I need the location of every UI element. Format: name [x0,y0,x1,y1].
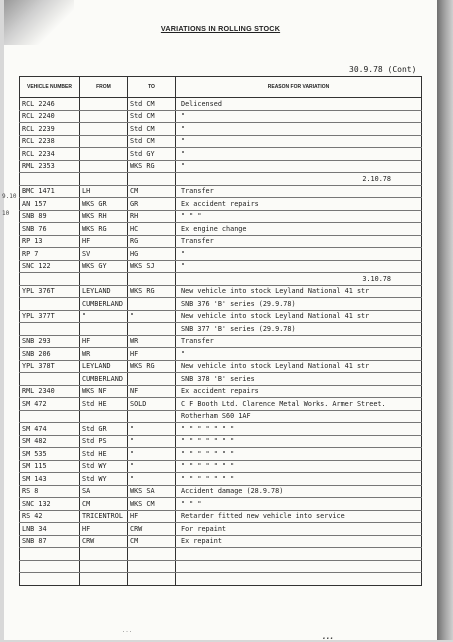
from-cell [80,110,128,123]
to-cell [128,373,176,386]
to-cell [128,548,176,561]
reason-cell: Retarder fitted new vehicle into service [176,510,422,523]
margin-annotation: 9.10 [2,193,17,200]
to-cell: WKS RG [128,160,176,173]
table-row [20,160,422,173]
to-cell: " [128,435,176,448]
rolling-stock-table [19,76,422,586]
date-heading: 30.9.78 (Cont) [349,65,417,74]
to-cell: Std CM [128,135,176,148]
reason-cell: SNB 377 'B' series (29.9.78) [176,323,422,336]
vehicle-cell: YPL 376T [20,285,80,298]
from-cell: LEYLAND [80,360,128,373]
table-row [20,485,422,498]
from-cell [80,160,128,173]
to-cell: WR [128,335,176,348]
reason-cell [176,548,422,561]
table-row [20,235,422,248]
reason-cell: " " " " " " " [176,423,422,436]
vehicle-cell: SM 115 [20,460,80,473]
vehicle-cell: BMC 1471 [20,185,80,198]
table-row [20,385,422,398]
reason-cell: New vehicle into stock Leyland National 41 str [176,360,422,373]
to-cell: HG [128,248,176,261]
from-cell: CUMBERLAND [80,298,128,311]
document-title: VARIATIONS IN ROLLING STOCK [160,24,281,33]
to-cell: WKS RG [128,285,176,298]
to-cell: Std GY [128,148,176,161]
column-header-to: TO [128,77,176,98]
from-cell: CRW [80,535,128,548]
from-cell [80,548,128,561]
table-row [20,185,422,198]
reason-cell: " " " " " " " [176,448,422,461]
vehicle-cell: RS 8 [20,485,80,498]
to-cell: Std CM [128,110,176,123]
to-cell: WKS SJ [128,260,176,273]
from-cell: Std PS [80,435,128,448]
empty-cell [128,173,176,186]
vehicle-cell: RCL 2246 [20,98,80,111]
reason-cell: " [176,148,422,161]
to-cell [128,298,176,311]
reason-cell [176,573,422,586]
reason-cell: Delicensed [176,98,422,111]
from-cell [80,323,128,336]
from-cell: LEYLAND [80,285,128,298]
reason-cell: C F Booth Ltd. Clarence Metal Works. Armer Street. [176,398,422,411]
date-separator-row [20,273,422,286]
from-cell [80,98,128,111]
table-row [20,223,422,236]
reason-cell: " [176,348,422,361]
table-row [20,298,422,311]
table-row [20,198,422,211]
vehicle-cell: SM 472 [20,398,80,411]
reason-cell: Rotherham S60 1AF [176,410,422,423]
empty-cell [20,273,80,286]
vehicle-cell [20,298,80,311]
to-cell: Std CM [128,98,176,111]
vehicle-cell: SNB 293 [20,335,80,348]
reason-cell: " [176,248,422,261]
from-cell: Std GR [80,423,128,436]
reason-cell: Accident damage (28.9.78) [176,485,422,498]
footer-handwritten-mark: ... [322,628,334,642]
from-cell [80,123,128,136]
table-row [20,560,422,573]
reason-cell: Ex repaint [176,535,422,548]
table-row [20,535,422,548]
empty-cell [20,173,80,186]
table-row [20,548,422,561]
to-cell: CM [128,185,176,198]
vehicle-cell: SM 143 [20,473,80,486]
to-cell: HC [128,223,176,236]
table-row [20,423,422,436]
to-cell: HF [128,510,176,523]
from-cell: Std WY [80,473,128,486]
table-row [20,373,422,386]
table-row [20,148,422,161]
table-row [20,110,422,123]
to-cell: WKS RG [128,360,176,373]
to-cell: " [128,448,176,461]
scan-corner-shade [4,0,74,45]
table-row [20,448,422,461]
table-row [20,348,422,361]
vehicle-cell: YPL 377T [20,310,80,323]
table-row [20,98,422,111]
vehicle-cell: SNB 76 [20,223,80,236]
empty-cell [128,273,176,286]
vehicle-cell: SNB 87 [20,535,80,548]
from-cell: WKS RG [80,223,128,236]
vehicle-cell: RCL 2240 [20,110,80,123]
from-cell: " [80,310,128,323]
to-cell: Std CM [128,123,176,136]
table-row [20,398,422,411]
footer-stamp: ... [122,628,133,634]
table-header-row [20,77,422,98]
from-cell [80,573,128,586]
to-cell [128,323,176,336]
from-cell: WKS GR [80,198,128,211]
table-row [20,323,422,336]
from-cell: WKS NF [80,385,128,398]
reason-cell: " [176,135,422,148]
table-row [20,510,422,523]
to-cell: " [128,310,176,323]
from-cell: Std HE [80,448,128,461]
from-cell [80,560,128,573]
vehicle-cell: RCL 2238 [20,135,80,148]
document-page [4,0,437,640]
vehicle-cell: RCL 2239 [20,123,80,136]
from-cell: SV [80,248,128,261]
reason-cell: Transfer [176,335,422,348]
scan-edge-shadow [437,0,453,640]
from-cell: Std HE [80,398,128,411]
vehicle-cell [20,560,80,573]
vehicle-cell: SM 474 [20,423,80,436]
from-cell: WR [80,348,128,361]
reason-cell: For repaint [176,523,422,536]
from-cell: HF [80,235,128,248]
table-row [20,335,422,348]
to-cell: " [128,460,176,473]
vehicle-cell: RP 13 [20,235,80,248]
table-row [20,573,422,586]
table-row [20,498,422,511]
vehicle-cell: RP 7 [20,248,80,261]
reason-cell: " [176,123,422,136]
to-cell [128,573,176,586]
reason-cell: " [176,260,422,273]
from-cell: WKS GY [80,260,128,273]
to-cell [128,560,176,573]
reason-cell: " " " " " " " [176,460,422,473]
to-cell: RG [128,235,176,248]
table-row [20,285,422,298]
vehicle-cell [20,548,80,561]
to-cell: HF [128,348,176,361]
vehicle-cell: SM 482 [20,435,80,448]
vehicle-cell: SM 535 [20,448,80,461]
table-row [20,435,422,448]
to-cell: " [128,423,176,436]
empty-cell [80,273,128,286]
from-cell: TRICENTROL [80,510,128,523]
reason-cell: Ex accident repairs [176,385,422,398]
from-cell: Std WY [80,460,128,473]
from-cell: HF [80,335,128,348]
reason-cell: " " " [176,210,422,223]
date-separator-row [20,173,422,186]
table-row [20,310,422,323]
from-cell: HF [80,523,128,536]
table-row [20,260,422,273]
to-cell: CRW [128,523,176,536]
vehicle-cell: RML 2353 [20,160,80,173]
reason-cell: " " " [176,498,422,511]
from-cell [80,135,128,148]
vehicle-cell [20,410,80,423]
table-row [20,360,422,373]
margin-annotation: 10 [2,210,10,217]
table-row [20,460,422,473]
table-row [20,473,422,486]
table-row [20,123,422,136]
table-row [20,410,422,423]
column-header-vehicle: VEHICLE NUMBER [20,77,80,98]
reason-cell: SNB 376 'B' series (29.9.78) [176,298,422,311]
vehicle-cell [20,373,80,386]
to-cell: CM [128,535,176,548]
reason-cell: " [176,160,422,173]
from-cell: CM [80,498,128,511]
vehicle-cell: SNB 206 [20,348,80,361]
from-cell [80,148,128,161]
column-header-from: FROM [80,77,128,98]
reason-cell: " " " " " " " [176,435,422,448]
reason-cell: Ex engine change [176,223,422,236]
to-cell: GR [128,198,176,211]
table-row [20,523,422,536]
reason-cell [176,560,422,573]
vehicle-cell [20,573,80,586]
table-row [20,135,422,148]
reason-cell: " " " " " " " [176,473,422,486]
reason-cell: New vehicle into stock Leyland National 41 str [176,310,422,323]
to-cell: WKS SA [128,485,176,498]
to-cell: NF [128,385,176,398]
from-cell: LH [80,185,128,198]
to-cell: RH [128,210,176,223]
to-cell [128,410,176,423]
reason-cell: SNB 378 'B' series [176,373,422,386]
from-cell: WKS RH [80,210,128,223]
vehicle-cell: SNB 89 [20,210,80,223]
date-label: 3.10.78 [176,273,422,286]
to-cell: " [128,473,176,486]
vehicle-cell: SNC 132 [20,498,80,511]
reason-cell: Ex accident repairs [176,198,422,211]
vehicle-cell: SNC 122 [20,260,80,273]
to-cell: WKS CM [128,498,176,511]
from-cell: CUMBERLAND [80,373,128,386]
column-header-reason: REASON FOR VARIATION [176,77,422,98]
table-row [20,210,422,223]
date-label: 2.10.78 [176,173,422,186]
vehicle-cell: RS 42 [20,510,80,523]
vehicle-cell: RCL 2234 [20,148,80,161]
vehicle-cell: RML 2340 [20,385,80,398]
vehicle-cell [20,323,80,336]
vehicle-cell: YPL 378T [20,360,80,373]
vehicle-cell: AN 157 [20,198,80,211]
vehicle-cell: LNB 34 [20,523,80,536]
reason-cell: Transfer [176,185,422,198]
reason-cell: " [176,110,422,123]
table-body [20,98,422,586]
to-cell: SOLD [128,398,176,411]
reason-cell: Transfer [176,235,422,248]
reason-cell: New vehicle into stock Leyland National 41 str [176,285,422,298]
from-cell: SA [80,485,128,498]
empty-cell [80,173,128,186]
table-row [20,248,422,261]
from-cell [80,410,128,423]
